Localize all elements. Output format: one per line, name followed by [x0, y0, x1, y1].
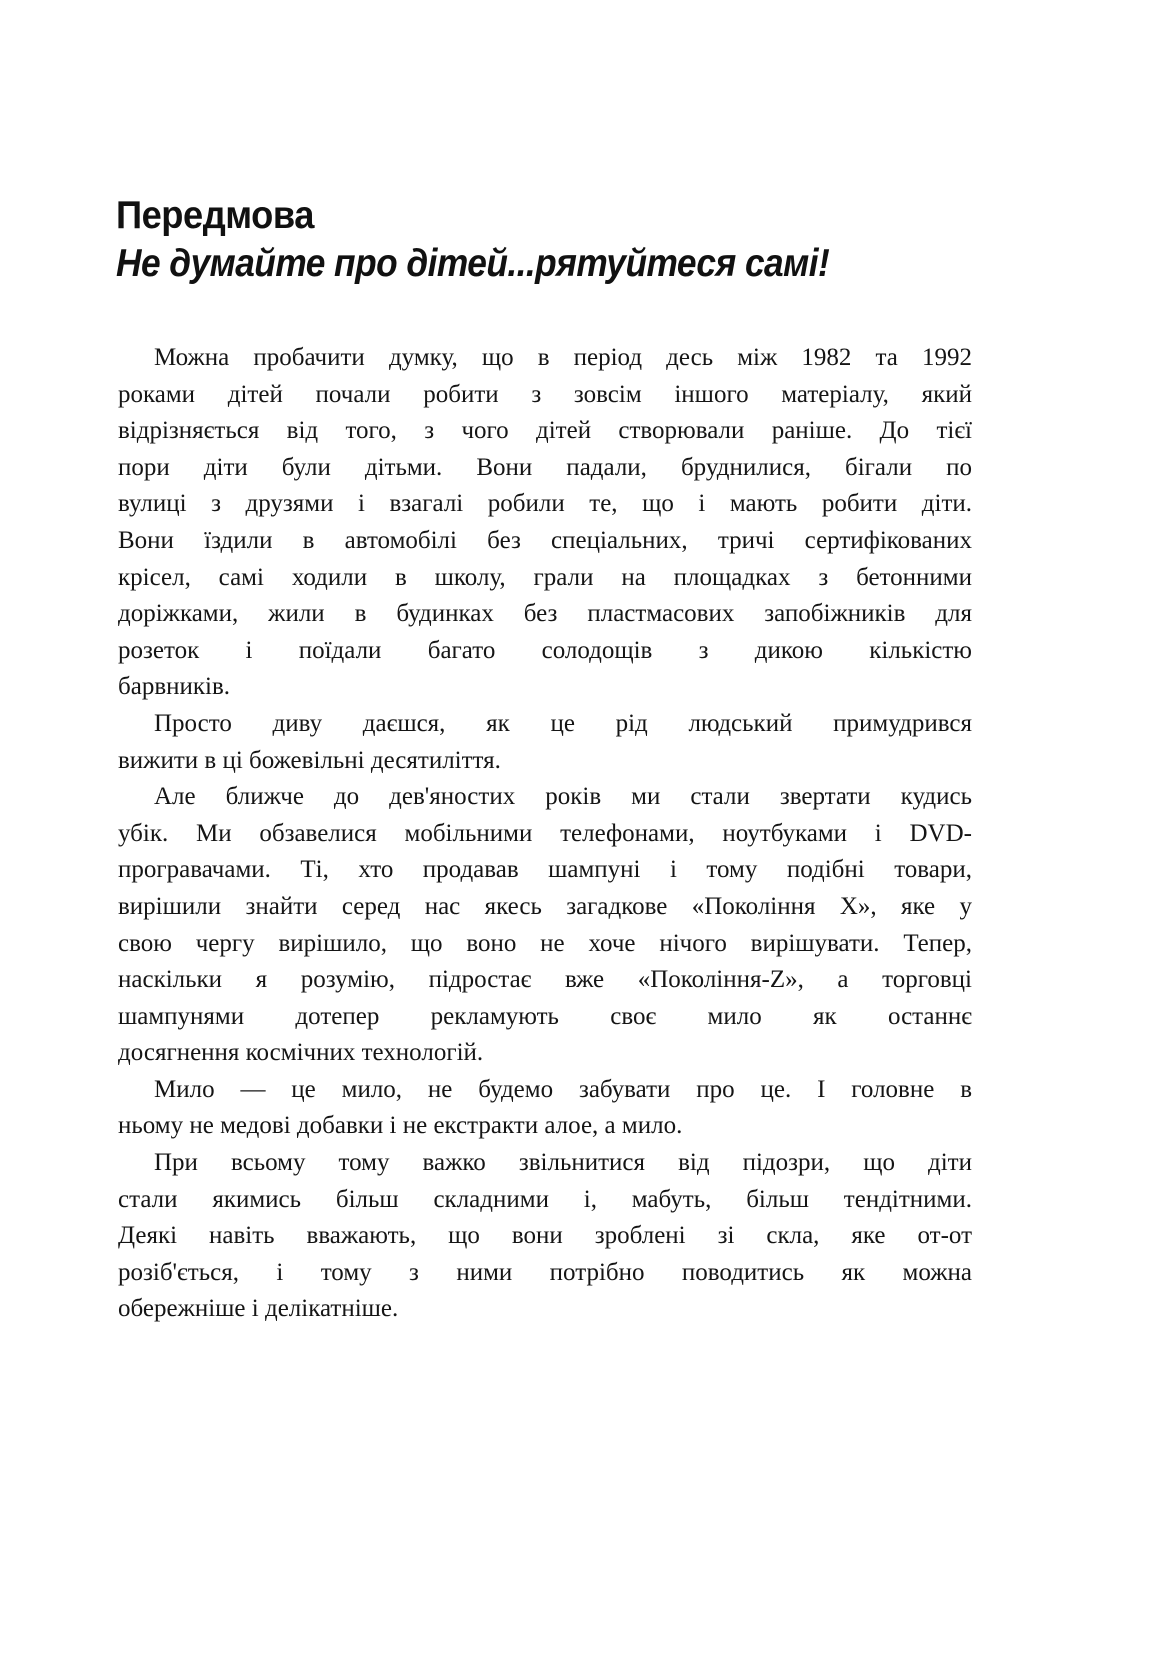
text-line: розеток і поїдали багато солодощів з дикою кількістю	[118, 636, 972, 664]
body-text	[118, 340, 972, 1328]
paragraph	[118, 1072, 972, 1145]
text-line: розіб'ється, і тому з ними потрібно поводитись як можна	[118, 1258, 972, 1286]
text-line: ньому не медові добавки і не екстракти алое, а мило.	[118, 1112, 683, 1140]
text-line: вирішили знайти серед нас якесь загадкове «Покоління Х», яке у	[118, 892, 972, 920]
text-line: свою чергу вирішило, що воно не хоче нічого вирішувати. Тепер,	[118, 929, 972, 957]
text-line: стали якимись більш складними і, мабуть, більш тендітними.	[118, 1185, 972, 1213]
text-line: обережніше і делікатніше.	[118, 1295, 399, 1323]
text-line: Просто диву даєшся, як це рід людський примудрився	[154, 709, 972, 737]
paragraph	[118, 779, 972, 1072]
text-line: крісел, самі ходили в школу, грали на площадках з бетонними	[118, 563, 972, 591]
paragraph	[118, 1145, 972, 1328]
text-line: програвачами. Ті, хто продавав шампуні і тому подібні товари,	[118, 856, 972, 884]
text-line: барвників.	[118, 673, 231, 701]
text-line: Мило — це мило, не будемо забувати про це. І головне в	[154, 1075, 972, 1103]
text-line: пори діти були дітьми. Вони падали, бруднилися, бігали по	[118, 453, 972, 481]
text-line: шампунями дотепер рекламують своє мило як останнє	[118, 1002, 972, 1030]
page-title: Передмова	[116, 194, 314, 237]
paragraph	[118, 340, 972, 706]
text-line: убік. Ми обзавелися мобільними телефонами, ноутбуками і DVD-	[118, 819, 972, 847]
text-line: відрізняється від того, з чого дітей створювали раніше. До тієї	[118, 417, 972, 445]
text-line: наскільки я розумію, підростає вже «Покоління-Z», а торговці	[118, 966, 972, 994]
text-line: Деякі навіть вважають, що вони зроблені зі скла, яке от-от	[118, 1222, 972, 1250]
text-line: доріжками, жили в будинках без пластмасових запобіжників для	[118, 600, 972, 628]
page-subtitle: Не думайте про дітей...рятуйтеся самі!	[116, 242, 830, 285]
text-line: вулиці з друзями і взагалі робили те, що і мають робити діти.	[118, 490, 972, 518]
text-line: При всьому тому важко звільнитися від підозри, що діти	[154, 1149, 972, 1177]
paragraph	[118, 706, 972, 779]
text-line: Вони їздили в автомобілі без спеціальних, тричі сертифікованих	[118, 526, 972, 554]
text-line: роками дітей почали робити з зовсім іншого матеріалу, який	[118, 380, 972, 408]
text-line: Але ближче до дев'яностих років ми стали звертати кудись	[154, 783, 972, 811]
text-line: досягнення космічних технологій.	[118, 1039, 484, 1067]
text-line: вижити в ці божевільні десятиліття.	[118, 746, 501, 774]
text-line: Можна пробачити думку, що в період десь між 1982 та 1992	[154, 344, 972, 371]
